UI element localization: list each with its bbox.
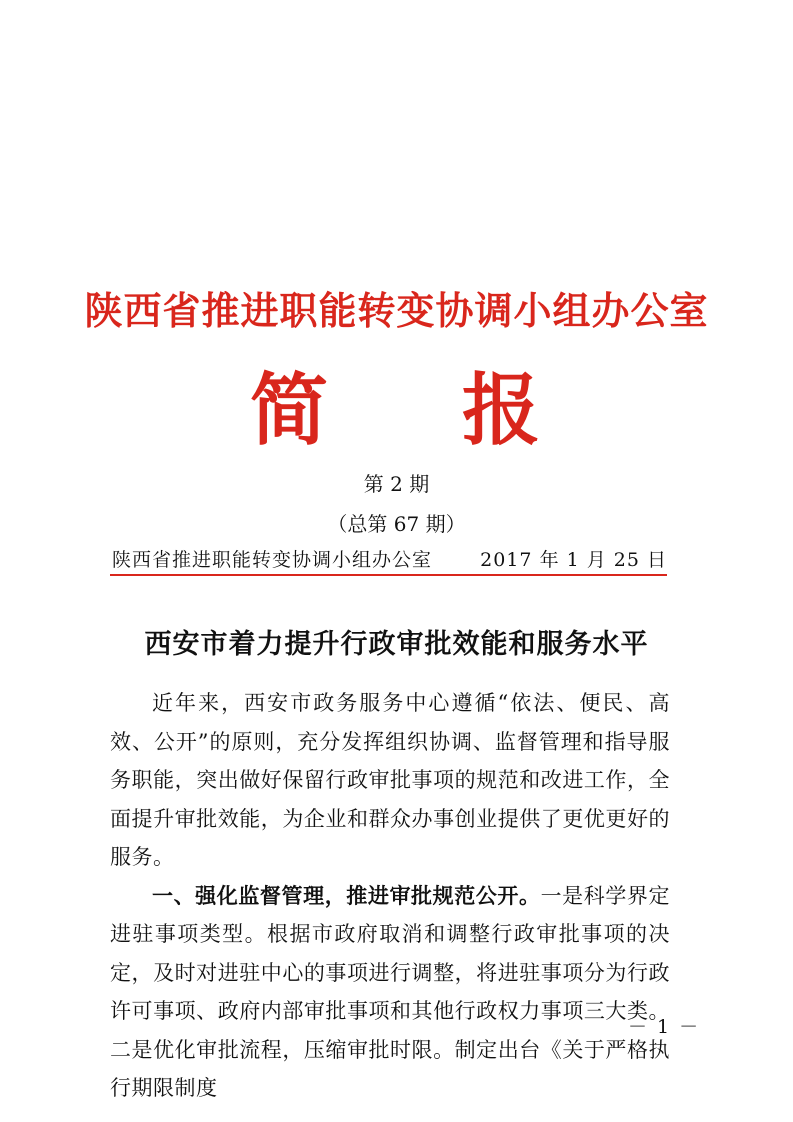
red-divider-line [110, 574, 667, 576]
issue-number: 第 2 期 [363, 472, 430, 496]
bulletin-title-char-2: 报 [462, 365, 541, 456]
publication-meta [112, 545, 667, 572]
section-1-text: 一是科学界定进驻事项类型。根据市政府取消和调整行政审批事项的决定，及时对进驻中心的事项进行调整，将进驻事项分为行政许可事项、政府内部审批事项和其他行政权力事项三大类。二是优化审批流程，压缩审批时限。制定出台《关于严格执行期限制度 [110, 883, 671, 1100]
paragraph-section-1 [110, 877, 670, 1108]
paragraph-intro: 近年来，西安市政务服务中心遵循“依法、便民、高效、公开”的原则，充分发挥组织协调、监督管理和指导服务职能，突出做好保留行政审批事项的规范和改进工作，全面提升审批效能，为企业和群众办事创业提供了更优更好的服务。 [110, 691, 670, 869]
article-body [110, 684, 670, 1108]
publisher: 陕西省推进职能转变协调小组办公室 [112, 549, 433, 571]
total-issue-number: （总第 67 期） [327, 512, 466, 536]
page-number: － 1 － [628, 1016, 701, 1038]
article-title: 西安市着力提升行政审批效能和服务水平 [144, 629, 649, 660]
publication-date: 2017 年 1 月 25 日 [480, 549, 667, 571]
bulletin-title-char-1: 简 [250, 365, 329, 456]
organization-header: 陕西省推进职能转变协调小组办公室 [84, 288, 709, 333]
section-1-heading: 一、强化监督管理，推进审批规范公开。 [152, 882, 541, 908]
